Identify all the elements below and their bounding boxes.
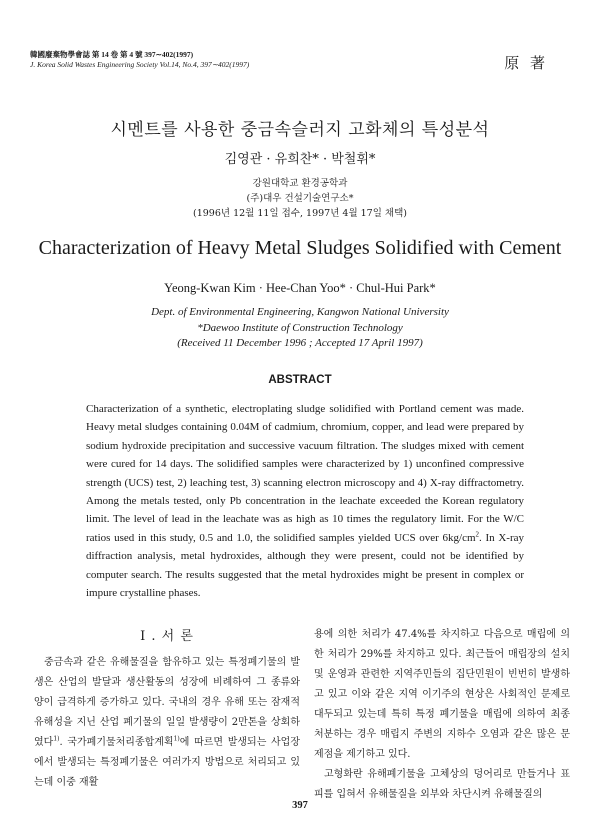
- affiliation-korean: [0, 176, 600, 221]
- section-heading-introduction: I . 서 론: [140, 629, 194, 644]
- affiliation-en-line: (Received 11 December 1996 ; Accepted 17 April 1997): [177, 337, 423, 349]
- title-korean: 시멘트를 사용한 중금속슬러지 고화체의 특성분석: [110, 120, 490, 140]
- affiliation-en-line: *Daewoo Institute of Construction Technology: [197, 321, 403, 334]
- body-paragraph: 용에 의한 처리가 47.4%를 차지하고 다음으로 매립에 의한 처리가 29%를 차지하고 있다. 최근들어 매립장의 설치 및 운영과 관련한 지역주민들의 집단민원이 빈번히 발생하고 있고 이와 같은 지역 이기주의 현상은 사회적인 문제로 대두되고 있는데 특히 특정 폐기물을 매립에 의하여 최종 처분하는 경우 매립지 주변의 지하수 오염과 같은 많은 문제점을 제기하고 있다.: [314, 629, 570, 760]
- body-text: 에 따르면 발생되는 사업장에서 발생되는 특정폐기물은 여러가지 방법으로 처리되고 있는데 이중 재활: [34, 737, 301, 788]
- journal-header: [30, 50, 249, 70]
- authors-english: Yeong-Kwan Kim · Hee-Chan Yoo* · Chul-Hui Park*: [164, 281, 436, 295]
- abstract-superscript: 2: [475, 530, 480, 539]
- authors-korean: 김영관 · 유희찬* · 박철휘*: [224, 152, 376, 167]
- article-type-tag: 原 著: [504, 54, 548, 72]
- page-number: 397: [292, 800, 308, 811]
- body-column-right: [314, 625, 570, 805]
- journal-citation-en: J. Korea Solid Wastes Engineering Society Vol.14, No.4, 397∼402(1997): [30, 60, 250, 69]
- affiliation-en-line: Dept. of Environmental Engineering, Kangwon National University: [151, 306, 449, 318]
- title-english: Characterization of Heavy Metal Sludges Solidified with Cement: [38, 237, 562, 259]
- body-paragraph: 고형화란 유해폐기물을 고체상의 덩어리로 만들거나 표피를 입혀서 유해물질을 외부와 차단시켜 유해물질의: [314, 769, 570, 800]
- affiliation-ko-line: (1996년 12월 11일 접수, 1997년 4월 17일 채택): [192, 208, 407, 219]
- citation-superscript: 1): [173, 735, 180, 743]
- abstract-heading: ABSTRACT: [268, 374, 332, 386]
- abstract-text: Characterization of a synthetic, electroplating sludge solidified with Portland cement was made. Heavy metal sludges containing 0.04M of cadmium, chromium, copper, and lead were prepared by sodium hydroxide precipitation and successive vacuum filtration. The sludges mixed with cement were cured for 14 days. The solidified samples were characterized by 1) unconfined compressive strength (UCS) test, 2) leaching test, 3) scanning electron microscopy and 4) X-ray diffractometry. Among the metals tested, only Pb concentration in the leachate exceeded the Korean regulatory limit. The level of lead in the leachate was as high as 10 times the regulatory limit. For the W/C ratios used in this study, 0.5 and 1.0, the solidified samples yielded UCS over 6kg/cm: [86, 403, 524, 544]
- citation-superscript: 1): [53, 735, 60, 743]
- body-paragraph: [34, 653, 300, 793]
- body-column-left: [34, 625, 300, 793]
- body-text: 중금속과 같은 유해물질을 함유하고 있는 특정폐기물의 발생은 산업의 발달과 생산활동의 성장에 비례하여 그 종류와 양이 급격하게 증가하고 있다. 국내의 경우 유해 또는 잠재적 유해성을 지닌 산업 폐기물의 일일 발생량이 2만톤을 상회하였다: [34, 657, 300, 748]
- affiliation-ko-line: (주)대우 건설기술연구소*: [246, 193, 354, 204]
- affiliation-english: [0, 305, 600, 352]
- body-text: . 국가폐기물처리종합계획: [59, 737, 174, 748]
- affiliation-ko-line: 강원대학교 환경공학과: [252, 178, 348, 189]
- journal-citation-ko: 韓國廢棄物學會誌 第 14 卷 第 4 號 397∼402(1997): [30, 50, 194, 59]
- abstract-body: [86, 400, 524, 602]
- abstract-text-cont: . In X-ray diffraction analysis, metal hydroxides, although they were present, could not be identified by computer search. The results suggested that the metal hydroxides might be present in complex or impure crystalline phases.: [86, 531, 524, 600]
